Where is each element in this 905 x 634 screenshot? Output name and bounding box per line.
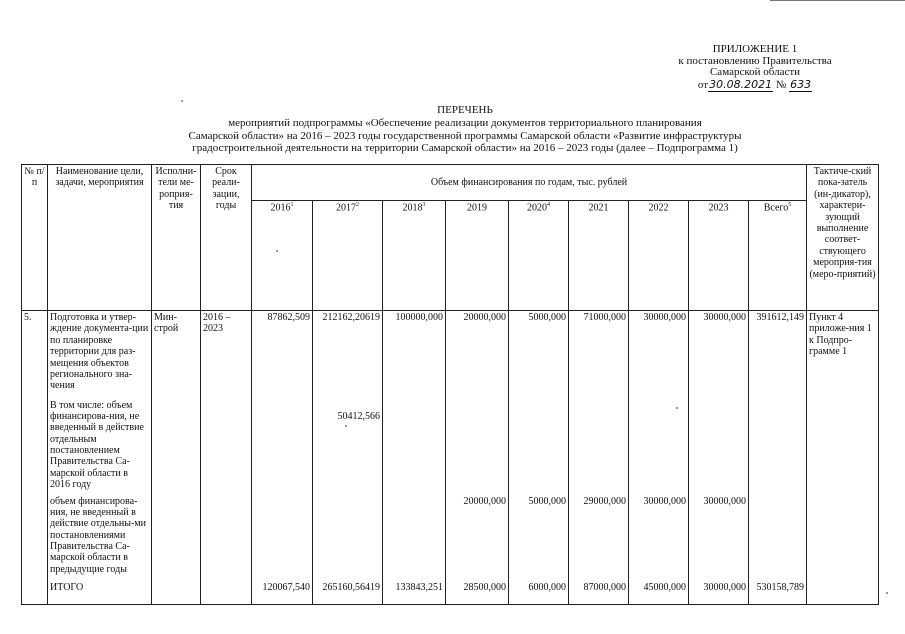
year-header: 2022	[629, 201, 689, 311]
row-value: 71000,000	[569, 311, 629, 399]
row-value	[313, 495, 383, 581]
year-header: 2020$^4$	[509, 201, 569, 311]
row-value	[252, 495, 313, 581]
row-value: 30000,000	[629, 311, 689, 399]
year-header: 2021	[569, 201, 629, 311]
row-value: 87000,000	[569, 581, 629, 605]
row-total-label: ИТОГО	[48, 581, 152, 605]
scan-speck	[345, 425, 347, 427]
row-term: 2016 – 2023	[201, 311, 252, 399]
year-header: 2017$^2$	[313, 201, 383, 311]
row-num: 5.	[22, 311, 48, 399]
row-exec: Мин-строй	[152, 311, 201, 399]
header-term: Срок реали-зации, годы	[201, 165, 252, 311]
number-prefix: №	[775, 78, 787, 91]
date-number-line	[698, 79, 812, 92]
row-name: объем финансирова-ния, не введенный в действие отдельны-ми постановлениями Правительства Са-марской области в предыдущие годы	[48, 495, 152, 581]
row-value: 133843,251	[383, 581, 446, 605]
row-value	[569, 399, 629, 495]
row-value	[509, 399, 569, 495]
year-header: 2018$^3$	[383, 201, 446, 311]
row-value: 6000,000	[509, 581, 569, 605]
row-value: 30000,000	[689, 495, 749, 581]
row-name: В том числе: объем финансирова-ния, не введенный в действие отдельным постановлением Правительства Са-марской области в 2016 году	[48, 399, 152, 495]
row-value: 100000,000	[383, 311, 446, 399]
year-header: 2023	[689, 201, 749, 311]
header-name: Наименование цели, задачи, мероприятия	[48, 165, 152, 311]
document-title	[120, 104, 810, 154]
scan-edge-line	[770, 0, 905, 1]
date-handwritten: 30.08.2021	[709, 77, 773, 91]
title-heading: ПЕРЕЧЕНЬ	[437, 104, 493, 116]
title-line-2: Самарской области» на 2016 – 2023 годы государственной программы Самарской области «Развитие инфраструктуры	[188, 129, 742, 142]
row-value: 5000,000	[509, 311, 569, 399]
row-value	[689, 399, 749, 495]
row-value: 530158,789	[749, 581, 807, 605]
header-num: № п/п	[22, 165, 48, 311]
header-exec: Исполни-тели ме-роприя-тия	[152, 165, 201, 311]
title-line-3: градостроительной деятельности на территории Самарской области» на 2016 – 2023 годы (далее – Подпрограмма 1)	[192, 141, 738, 154]
scan-speck	[181, 100, 183, 102]
appendix-line-3: Самарской области	[709, 66, 801, 79]
table-row	[22, 311, 879, 399]
row-value: 120067,540	[252, 581, 313, 605]
table-row	[22, 495, 879, 581]
funding-table	[21, 164, 878, 604]
row-value	[446, 399, 509, 495]
appendix-block	[640, 44, 870, 91]
scan-speck	[676, 407, 678, 409]
appendix-title: ПРИЛОЖЕНИЕ 1	[712, 43, 798, 55]
title-line-1: мероприятий подпрограммы «Обеспечение реализации документов территориального планирования	[228, 117, 702, 130]
row-value: 30000,000	[689, 311, 749, 399]
table-row-total	[22, 581, 879, 605]
number-handwritten: 633	[790, 77, 812, 91]
year-header-total: Всего$^5$	[749, 201, 807, 311]
scan-speck	[886, 592, 888, 594]
header-funding: Объем финансирования по годам, тыс. рублей	[252, 165, 807, 201]
row-value: 20000,000	[446, 311, 509, 399]
year-header: 2016$^1$	[252, 201, 313, 311]
row-value	[749, 495, 807, 581]
row-value: 28500,000	[446, 581, 509, 605]
row-value: 30000,000	[629, 495, 689, 581]
date-prefix: от	[697, 78, 709, 91]
header-indicator: Тактиче-ский пока-затель (ин-дикатор), характери-зующий выполнение соответ-ствующего мероприя-тия (меро-приятий)	[807, 165, 879, 311]
scan-speck	[276, 250, 278, 252]
row-value	[383, 495, 446, 581]
row-value: 20000,000	[446, 495, 509, 581]
appendix-line-2: к постановлению Правительства	[678, 54, 832, 67]
row-value: 29000,000	[569, 495, 629, 581]
row-value: 5000,000	[509, 495, 569, 581]
row-value	[629, 399, 689, 495]
row-value: 391612,149	[749, 311, 807, 399]
row-value	[252, 399, 313, 495]
table-row	[22, 399, 879, 495]
row-value: 30000,000	[689, 581, 749, 605]
row-indicator: Пункт 4 приложе-ния 1 к Подпро-грамме 1	[807, 311, 879, 399]
row-value: 212162,20619	[313, 311, 383, 399]
year-header: 2019	[446, 201, 509, 311]
row-value: 50412,566	[313, 399, 383, 495]
row-value: 265160,56419	[313, 581, 383, 605]
row-value: 45000,000	[629, 581, 689, 605]
row-value	[749, 399, 807, 495]
row-value: 87862,509	[252, 311, 313, 399]
row-value	[383, 399, 446, 495]
row-name: Подготовка и утвер-ждение документа-ции по планировке территории для раз-мещения объектов регионального зна-чения	[48, 311, 152, 399]
